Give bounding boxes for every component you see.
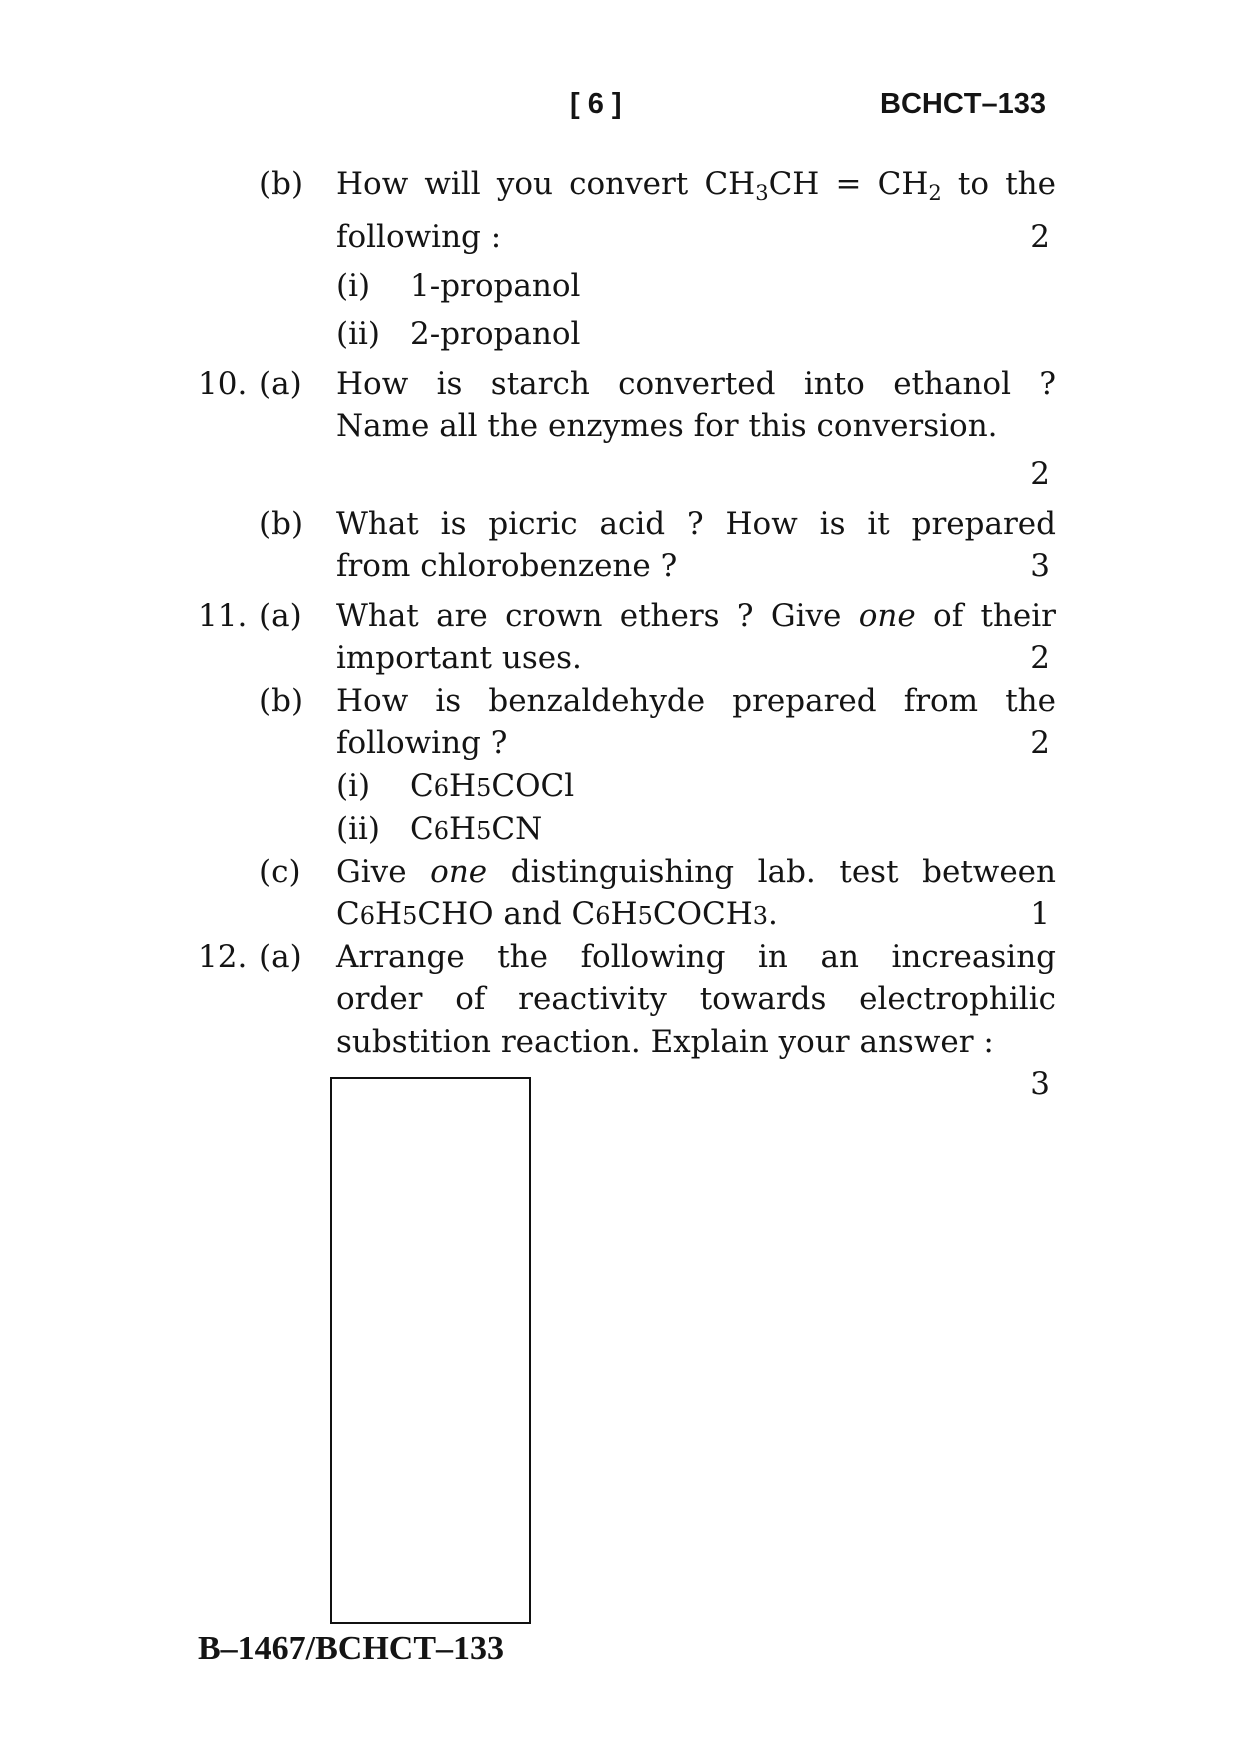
formula-subscript: 6 (359, 902, 376, 930)
formula-subscript: 6 (433, 774, 450, 802)
q10b-label: (b) (259, 506, 304, 542)
q9b-label: (b) (259, 166, 304, 202)
formula-part: C (410, 768, 434, 804)
formula-part: H (449, 768, 477, 804)
period: . (768, 896, 778, 932)
q11a-line1-pre: What are crown ethers ? Give (336, 598, 859, 634)
q9b-formula (704, 166, 942, 205)
q10b-line1: What is picric acid ? How is it prepared (336, 506, 1056, 542)
formula-part: CH = CH (768, 166, 929, 202)
q11b-marks: 2 (1030, 725, 1050, 761)
q11b-item-i-label: (i) (336, 768, 371, 804)
q9b-line1-post: to the (941, 166, 1056, 202)
q11b-line2: following ? (336, 725, 508, 761)
formula-part: COCH (652, 896, 753, 932)
q11c-label: (c) (259, 854, 301, 890)
formula-subscript: 6 (433, 817, 450, 845)
q11a-marks: 2 (1030, 640, 1050, 676)
q9b-item-ii-text: 2-propanol (410, 316, 581, 352)
formula-part: CH (704, 166, 756, 202)
q11a-line2: important uses. (336, 640, 582, 676)
formula-subscript: 3 (755, 181, 769, 205)
formula-part: COCl (491, 768, 575, 804)
q9b-marks: 2 (1030, 219, 1050, 255)
q12a-line3: substition reaction. Explain your answer : (336, 1024, 994, 1060)
q11c-line1-emphasis: one (430, 854, 488, 890)
q11b-item-ii-formula (410, 809, 542, 851)
q11b-label: (b) (259, 683, 304, 719)
q11a-line1 (336, 596, 1056, 636)
formula-part: C (571, 896, 596, 932)
q10a-marks: 2 (1030, 456, 1050, 492)
q11c-marks: 1 (1030, 896, 1050, 932)
q10-number: 10. (198, 366, 248, 402)
q12a-line2: order of reactivity towards electrophilic (336, 981, 1056, 1017)
q9b-line1-pre: How will you convert (336, 166, 705, 202)
q10b-line2: from chlorobenzene ? (336, 548, 678, 584)
formula-part: H (610, 896, 638, 932)
q12a-marks: 3 (1030, 1066, 1050, 1102)
q11a-label: (a) (259, 598, 302, 634)
q11a-line1-emphasis: one (858, 598, 916, 634)
q11-number: 11. (198, 598, 248, 634)
q9b-item-i-label: (i) (336, 268, 371, 304)
q11c-line1-pre: Give (336, 854, 431, 890)
q10b-marks: 3 (1030, 548, 1050, 584)
formula-part: C (410, 811, 434, 847)
formula-subscript: 3 (752, 902, 769, 930)
q11c-line1-post: distinguishing lab. test between (487, 854, 1056, 890)
q12a-line1: Arrange the following in an increasing (336, 939, 1056, 975)
q11b-line1: How is benzaldehyde prepared from the (336, 683, 1056, 719)
formula-part: H (375, 896, 403, 932)
conjunction: and (493, 896, 572, 932)
q9b-line1 (336, 164, 1056, 204)
q9b-item-i-text: 1-propanol (410, 268, 581, 304)
formula-subscript: 5 (476, 817, 492, 845)
q11b-item-ii-label: (ii) (336, 811, 381, 847)
q11c-line2 (336, 894, 778, 936)
q11c-line1 (336, 852, 1056, 892)
q10a-line1: How is starch converted into ethanol ? (336, 366, 1056, 402)
q9b-line2: following : (336, 219, 502, 255)
q11b-item-i-formula (410, 766, 574, 808)
formula-subscript: 5 (476, 774, 492, 802)
q11a-line1-post: of their (915, 598, 1056, 634)
q10a-line2: Name all the enzymes for this conversion. (336, 408, 998, 444)
paper-code: BCHCT–133 (880, 88, 1046, 120)
formula-subscript: 5 (637, 902, 653, 930)
q12-number: 12. (198, 939, 248, 975)
formula-subscript: 5 (402, 902, 418, 930)
formula-subscript: 2 (928, 181, 942, 205)
formula-part: CN (491, 811, 543, 847)
page-number: [ 6 ] (570, 88, 622, 120)
q12a-label: (a) (259, 939, 302, 975)
footer-code: B–1467/BCHCT–133 (198, 1630, 505, 1667)
formula-part: CHO (417, 896, 494, 932)
q10a-label: (a) (259, 366, 302, 402)
q9b-item-ii-label: (ii) (336, 316, 381, 352)
structure-box (330, 1077, 531, 1624)
formula-part: C (336, 896, 360, 932)
formula-subscript: 6 (595, 902, 611, 930)
formula-part: H (449, 811, 477, 847)
